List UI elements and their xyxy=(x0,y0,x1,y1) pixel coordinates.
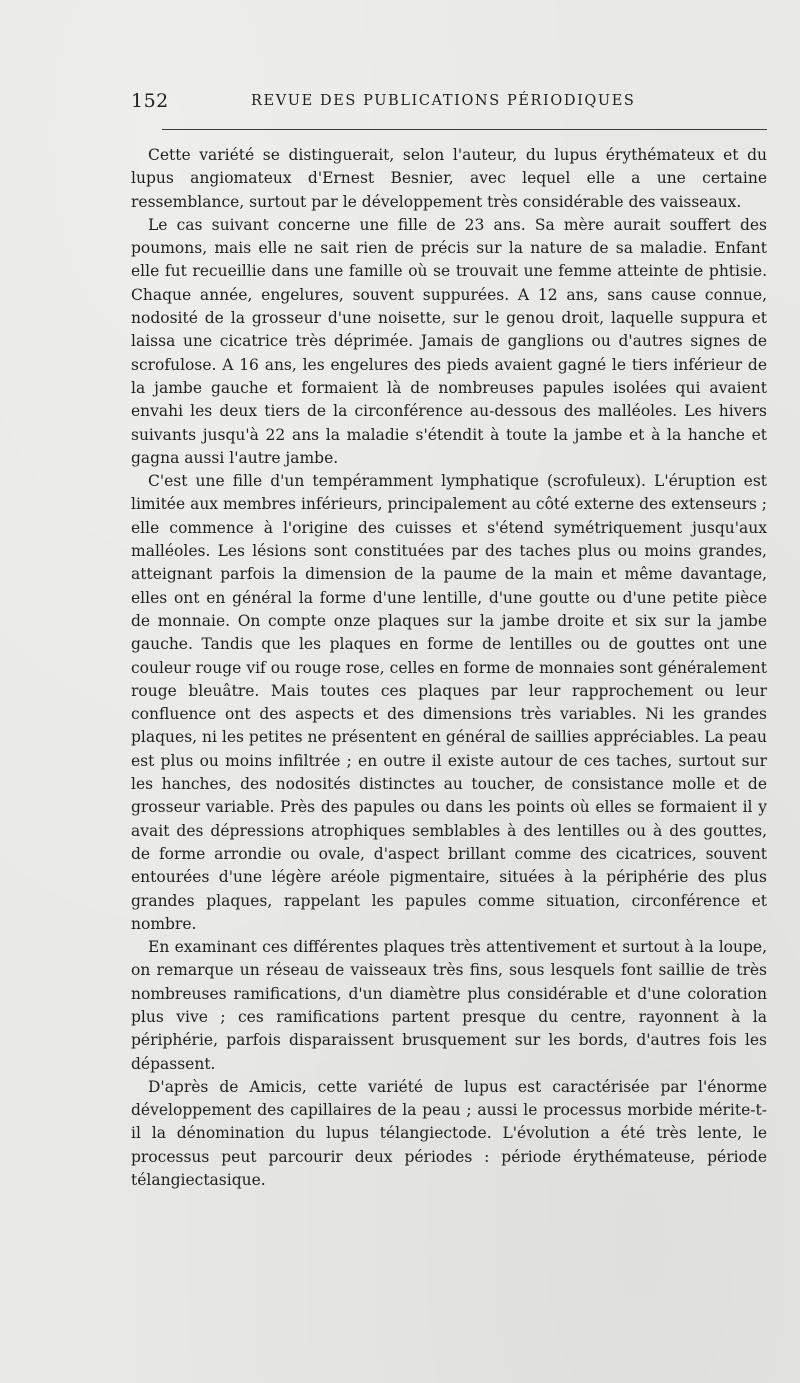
header-rule xyxy=(162,129,767,130)
running-title: REVUE DES PUBLICATIONS PÉRIODIQUES xyxy=(251,93,636,109)
paragraph: Le cas suivant concerne une fille de 23 ans. Sa mère aurait souffert des poumons, mais elle ne sait rien de précis sur la nature de sa maladie. Enfant elle fut recueillie dans une famille où se trouvait une femme atteinte de phtisie. Chaque année, engelures, souvent suppurées. A 12 ans, sans cause connue, nodosité de la grosseur d'une noisette, sur le genou droit, laquelle suppura et laissa une cicatrice très déprimée. Jamais de ganglions ou d'autres signes de scrofulose. A 16 ans, les engelures des pieds avaient gagné le tiers inférieur de la jambe gauche et formaient là de nombreuses papules isolées qui avaient envahi les deux tiers de la circonférence au-dessous des malléoles. Les hivers suivants jusqu'à 22 ans la maladie s'étendit à toute la jambe et à la hanche et gagna aussi l'autre jambe. xyxy=(131,215,767,467)
paragraph: Cette variété se distinguerait, selon l'auteur, du lupus érythémateux et du lupus angiomateux d'Ernest Besnier, avec lequel elle a une certaine ressemblance, surtout par le développement très considérable des vaisseaux. xyxy=(131,146,767,211)
paragraph: En examinant ces différentes plaques très attentivement et surtout à la loupe, on remarque un réseau de vaisseaux très fins, sous lesquels font saillie de très nombreuses ramifications, d'un diamètre plus considérable et d'une coloration plus vive ; ces ramifications partent presque du centre, rayonnent à la périphérie, parfois disparaissent brusquement sur les bords, d'autres fois les dépassent. xyxy=(131,938,767,1073)
page-header xyxy=(131,90,767,116)
paragraph: C'est une fille d'un tempéramment lymphatique (scrofuleux). L'éruption est limitée aux membres inférieurs, principalement au côté externe des extenseurs ; elle commence à l'origine des cuisses et s'étend symétriquement jusqu'aux malléoles. Les lésions sont constituées par des taches plus ou moins grandes, atteignant parfois la dimension de la paume de la main et même davantage, elles ont en général la forme d'une lentille, d'une goutte ou d'une petite pièce de monnaie. On compte onze plaques sur la jambe droite et six sur la jambe gauche. Tandis que les plaques en forme de lentilles ou de gouttes ont une couleur rouge vif ou rouge rose, celles en forme de monnaies sont généralement rouge bleuâtre. Mais toutes ces plaques par leur rapprochement ou leur confluence ont des aspects et des dimensions très variables. Ni les grandes plaques, ni les petites ne présentent en général de saillies appréciables. La peau est plus ou moins infiltrée ; en outre il existe autour de ces taches, surtout sur les hanches, des nodosités distinctes au toucher, de consistance molle et de grosseur variable. Près des papules ou dans les points où elles se formaient il y avait des dépressions atrophiques semblables à des lentilles ou à des gouttes, de forme arrondie ou ovale, d'aspect brillant comme des cicatrices, souvent entourées d'une légère aréole pigmentaire, situées à la périphérie des plus grandes plaques, rappelant les papules comme situation, circonférence et nombre. xyxy=(131,472,767,933)
page-number: 152 xyxy=(131,90,169,112)
paragraph: D'après de Amicis, cette variété de lupus est caractérisée par l'énorme développement des capillaires de la peau ; aussi le processus morbide mérite-t-il la dénomination du lupus télangiectode. L'évolution a été très lente, le processus peut parcourir deux périodes : période érythémateuse, période télangiectasique. xyxy=(131,1077,767,1190)
article-body xyxy=(131,144,767,1192)
